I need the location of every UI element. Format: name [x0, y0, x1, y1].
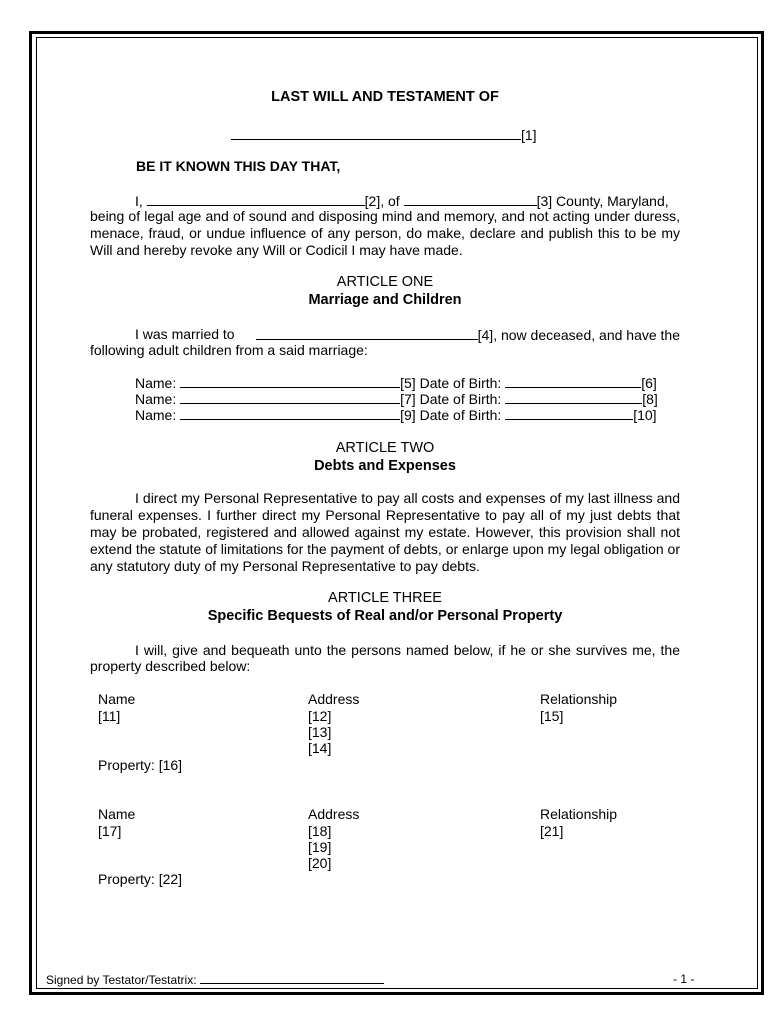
- spouse-name-blank[interactable]: [256, 326, 478, 340]
- intro-line-3: menace, fraud, or undue influence of any person, do make, declare and publish this to be my: [90, 225, 680, 241]
- married-line-2: following adult children from a said marriage:: [90, 342, 368, 358]
- article-one-heading: ARTICLE ONE: [336, 274, 434, 290]
- debts-line-3: may be probated, registered and allowed against my estate. However, this provision shall not: [90, 524, 680, 540]
- article-two-subheading: Debts and Expenses: [314, 458, 456, 474]
- child-dob-marker: [10]: [633, 407, 657, 423]
- intro-name-marker: [2], of: [364, 193, 400, 209]
- child-dob-blank[interactable]: [505, 406, 633, 420]
- article-two-heading: ARTICLE TWO: [335, 440, 435, 456]
- bequest-2-address-line-1[interactable]: [18]: [308, 823, 332, 839]
- testator-name-marker: [1]: [521, 127, 537, 143]
- known-heading: BE IT KNOWN THIS DAY THAT,: [136, 158, 341, 174]
- child-dob-label: Date of Birth:: [419, 375, 502, 391]
- intro-county-marker: [3] County, Maryland,: [536, 193, 669, 209]
- child-dob-label: Date of Birth:: [419, 407, 502, 423]
- bequest-2-relationship-header: Relationship: [540, 806, 618, 822]
- debts-line-2: funeral expenses. I further direct my Personal Representative to pay all of my just debts that: [90, 507, 680, 523]
- bequest-1-name-header: Name: [98, 691, 136, 707]
- bequest-2-address-header: Address: [308, 806, 360, 822]
- bequest-1-relationship[interactable]: [15]: [540, 708, 564, 724]
- married-tail: [4], now deceased, and have the: [477, 327, 680, 343]
- bequest-1-name[interactable]: [11]: [98, 708, 121, 724]
- child-dob-blank[interactable]: [505, 374, 641, 388]
- document-title: LAST WILL AND TESTAMENT OF: [271, 89, 499, 105]
- bequest-2-property[interactable]: Property: [22]: [98, 871, 183, 887]
- bequest-2-address-line-3[interactable]: [20]: [308, 855, 332, 871]
- debts-line-4: extend the statute of limitations for the payment of debts, or enlarge upon my legal obligation or: [90, 541, 680, 557]
- child-dob-label: Date of Birth:: [419, 391, 502, 407]
- child-name-label: Name:: [135, 407, 177, 423]
- bequest-1-relationship-header: Relationship: [540, 691, 618, 707]
- child-name-blank[interactable]: [180, 390, 400, 404]
- signed-label: Signed by Testator/Testatrix:: [46, 973, 197, 987]
- county-blank[interactable]: [404, 192, 537, 206]
- bequest-1-property[interactable]: Property: [16]: [98, 757, 183, 773]
- testator-name-blank[interactable]: [231, 126, 521, 140]
- child-name-label: Name:: [135, 391, 177, 407]
- bequest-2-name[interactable]: [17]: [98, 823, 122, 839]
- child-row-1: [135, 374, 663, 391]
- intro-lead: I,: [135, 193, 143, 209]
- article-three-subheading: Specific Bequests of Real and/or Personal Property: [207, 608, 563, 624]
- bequest-1-address-line-3[interactable]: [14]: [308, 740, 332, 756]
- bequest-intro-line-1: I will, give and bequeath unto the persons named below, if he or she survives me, the: [135, 642, 680, 658]
- child-name-blank[interactable]: [180, 374, 400, 388]
- debts-line-1: I direct my Personal Representative to pay all costs and expenses of my last illness and: [135, 490, 680, 506]
- testator-name-field[interactable]: [231, 126, 537, 143]
- intro-line-4: Will and hereby revoke any Will or Codicil I may have made.: [90, 242, 463, 258]
- child-dob-blank[interactable]: [505, 390, 642, 404]
- child-name-marker: [5]: [400, 375, 416, 391]
- bequest-1-address-header: Address: [308, 691, 360, 707]
- child-dob-marker: [8]: [642, 391, 658, 407]
- article-three-heading: ARTICLE THREE: [328, 590, 442, 606]
- bequest-2-relationship[interactable]: [21]: [540, 823, 564, 839]
- intro-line-2: being of legal age and of sound and disposing mind and memory, and not acting under duress,: [90, 208, 680, 224]
- married-lead: I was married to: [135, 326, 235, 342]
- article-one-subheading: Marriage and Children: [308, 292, 462, 308]
- child-name-marker: [9]: [400, 407, 416, 423]
- child-name-marker: [7]: [400, 391, 416, 407]
- page-number: - 1 -: [673, 972, 695, 986]
- child-dob-marker: [6]: [641, 375, 657, 391]
- bequest-1-address-line-1[interactable]: [12]: [308, 708, 332, 724]
- child-row-2: [135, 390, 663, 407]
- child-row-3: [135, 406, 663, 423]
- testator-full-name-blank[interactable]: [147, 192, 365, 206]
- bequest-intro-line-2: property described below:: [90, 658, 251, 674]
- signature-blank[interactable]: [200, 972, 384, 984]
- bequest-1-address-line-2[interactable]: [13]: [308, 724, 332, 740]
- debts-line-5: any statutory duty of my Personal Representative to pay debts.: [90, 558, 480, 574]
- child-name-blank[interactable]: [180, 406, 400, 420]
- bequest-2-address-line-2[interactable]: [19]: [308, 839, 332, 855]
- bequest-2-name-header: Name: [98, 806, 136, 822]
- signature-footer: [46, 972, 384, 987]
- child-name-label: Name:: [135, 375, 177, 391]
